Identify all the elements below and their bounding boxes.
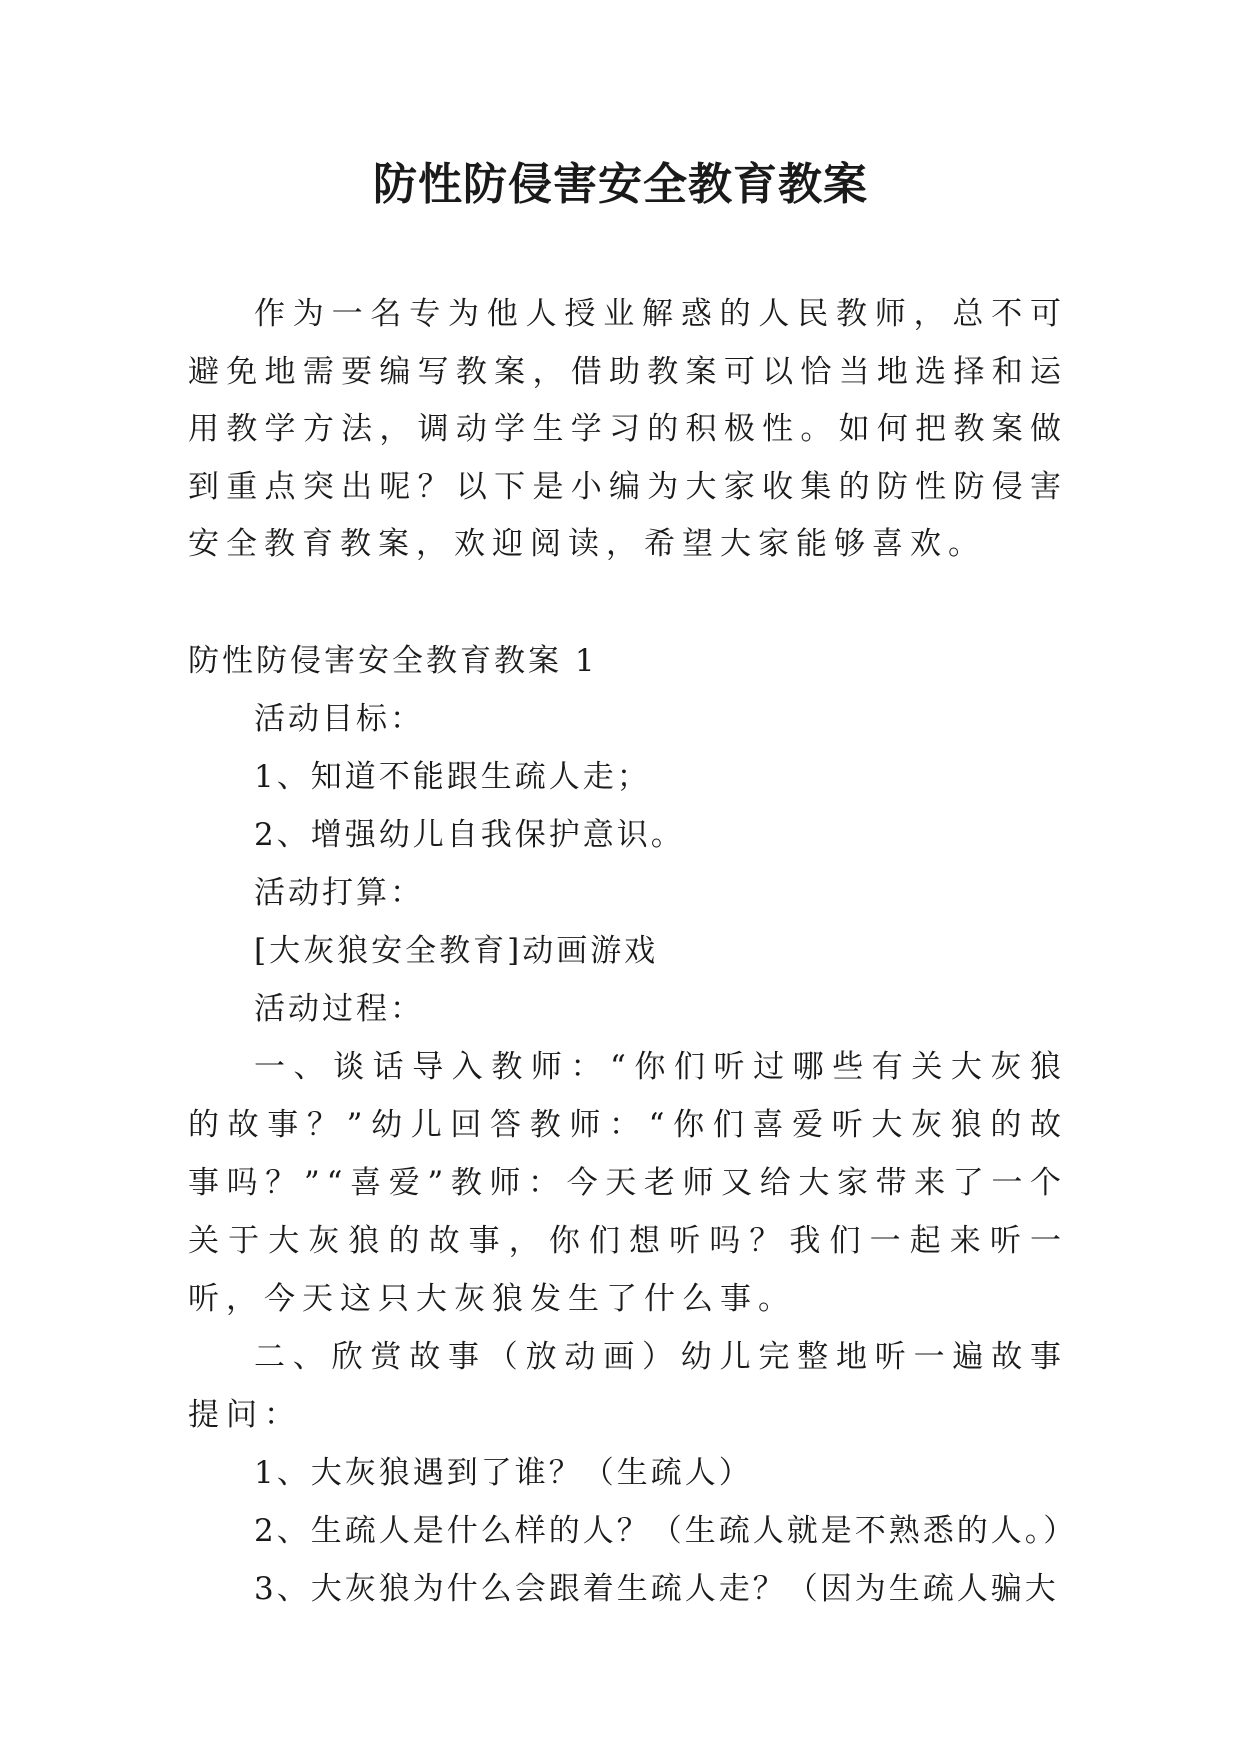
intro-paragraph: 作为一名专为他人授业解惑的人民教师，总不可避免地需要编写教案，借助教案可以恰当地选择和运用教学方法，调动学生学习的积极性。如何把教案做到重点突出呢？以下是小编为大家收集的防性防侵害安全教育教案，欢迎阅读，希望大家能够喜欢。: [188, 296, 1068, 562]
process-label: 活动过程：: [254, 991, 424, 1027]
process-step: 二、欣赏故事（放动画）幼儿完整地听一遍故事提问：: [188, 1339, 1068, 1433]
goals-label: 活动目标：: [254, 701, 424, 737]
question-item: 2、生疏人是什么样的人？（生疏人就是不熟悉的人。）: [254, 1513, 1078, 1549]
section-heading: 防性防侵害安全教育教案 1: [188, 643, 598, 679]
prep-label: 活动打算：: [254, 875, 424, 911]
goal-item: 1、知道不能跟生疏人走；: [254, 759, 651, 795]
process-step: 一、谈话导入教师：“你们听过哪些有关大灰狼的故事？”幼儿回答教师：“你们喜爱听大灰狼的故事吗？”“喜爱”教师：今天老师又给大家带来了一个关于大灰狼的故事，你们想听吗？我们一起来听一听，今天这只大灰狼发生了什么事。: [188, 1049, 1068, 1317]
page-title: 防性防侵害安全教育教案: [373, 159, 868, 210]
question-item: 3、大灰狼为什么会跟着生疏人走？（因为生疏人骗大: [254, 1571, 1059, 1607]
prep-item: [大灰狼安全教育]动画游戏: [254, 933, 659, 969]
question-item: 1、大灰狼遇到了谁？（生疏人）: [254, 1455, 753, 1491]
goal-item: 2、增强幼儿自我保护意识。: [254, 817, 685, 853]
lesson-plan-body: [188, 632, 1078, 1618]
